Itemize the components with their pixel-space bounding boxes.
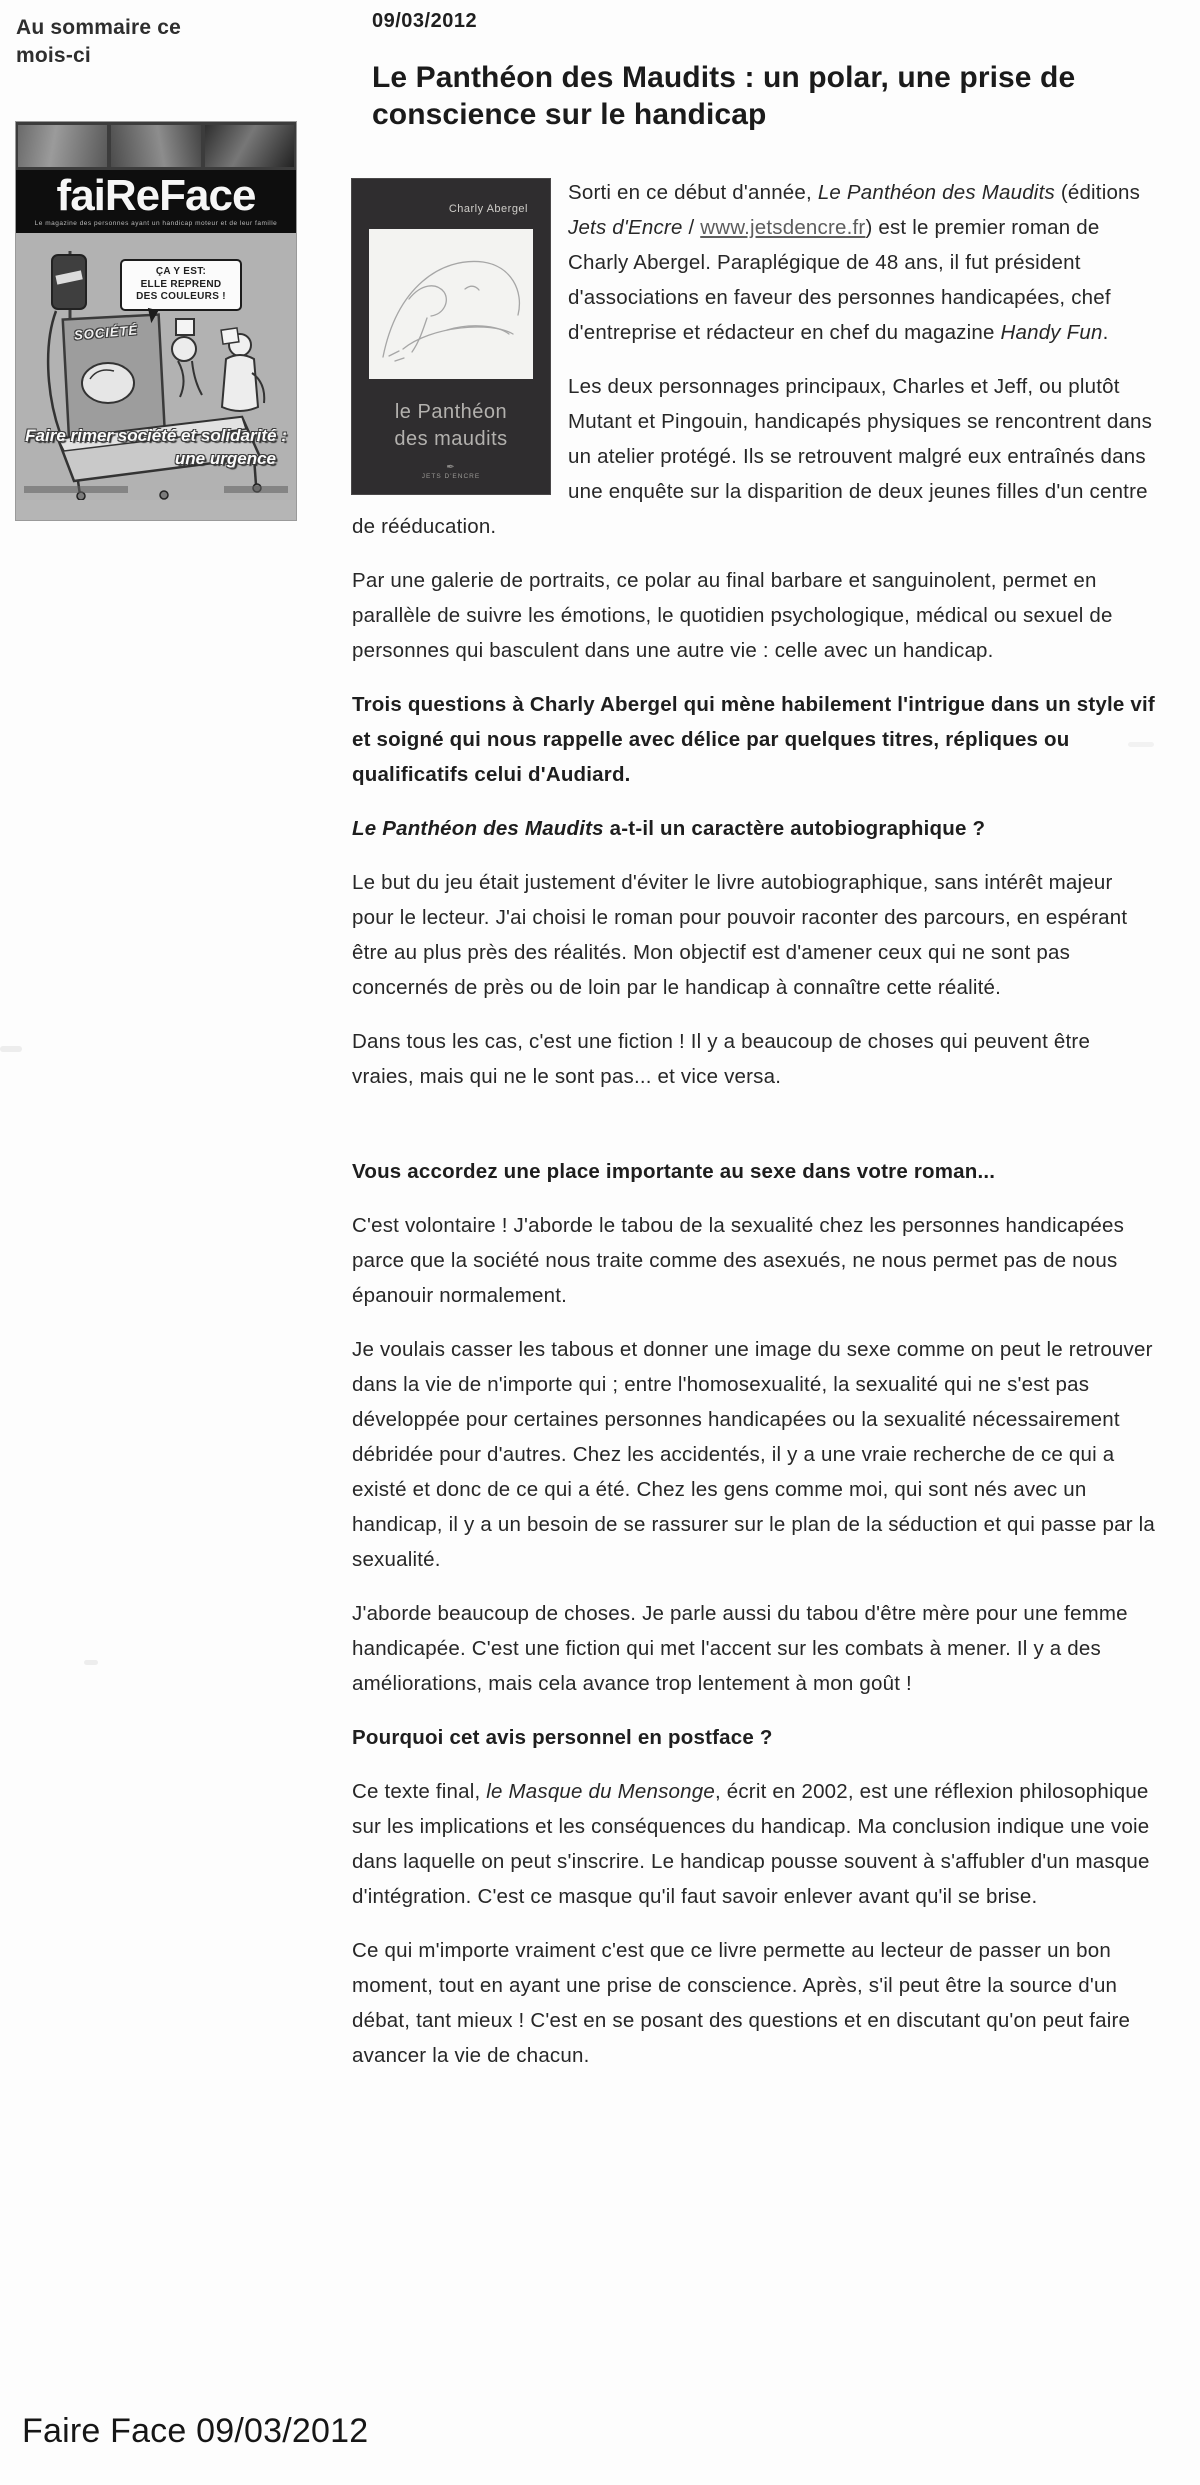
headline-line: une urgence xyxy=(174,449,276,468)
cover-photo-thumb xyxy=(18,125,107,167)
speech-bubble xyxy=(120,259,242,311)
cover-photo-thumb xyxy=(205,125,294,167)
magazine-photo-strip xyxy=(16,122,296,170)
speech-bubble-line: ÇA Y EST: xyxy=(155,266,207,277)
magazine-tagline: Le magazine des personnes ayant un handicap moteur et de leur famille xyxy=(34,220,278,227)
article-date: 09/03/2012 xyxy=(372,10,478,32)
book-cover-sketch xyxy=(369,229,533,379)
footer-credit: Faire Face 09/03/2012 xyxy=(22,2412,369,2450)
sidebar-heading: Au sommaire ce mois-ci xyxy=(16,16,182,67)
speech-bubble-line: ELLE REPREND xyxy=(140,278,222,290)
paragraph-texte-final: Ce texte final, le Masque du Mensonge, écrit en 2002, est une réflexion philosophique sur les implications et les conséquences du handicap. Ma conclusion indique une voie dans laquelle on peut s'inscrire. Le handicap pousse souvent à s'affubler d'un masque d'intégration. C'est ce masque qu'il faut savoir enlever avant qu'il se brise. xyxy=(352,1780,1150,1908)
paragraph-importe: Ce qui m'importe vraiment c'est que ce livre permette au lecteur de passer un bon moment, tout en ayant une prise de conscience. Après, s'il peut être la source d'un débat, tant mieux ! C'est en se posant des questions et en discutant qu'on peut faire avancer la vie de chacun. xyxy=(352,1939,1131,2067)
book-cover-image xyxy=(352,179,550,494)
cover-photo-thumb xyxy=(111,125,200,167)
paragraph-volontaire: C'est volontaire ! J'aborde le tabou de la sexualité chez les personnes handicapées parce que la société nous traite comme des asexués, ne nous permet pas de nous épanouir normalement. xyxy=(352,1214,1125,1307)
paragraph-aborde: J'aborde beaucoup de choses. Je parle aussi du tabou d'être mère pour une femme handicapée. C'est une fiction qui met l'accent sur les combats à mener. Il y a des améliorations, mais cela avance trop lentement à mon goût ! xyxy=(352,1602,1128,1695)
question-postface: Pourquoi cet avis personnel en postface ? xyxy=(352,1726,773,1749)
book-author: Charly Abergel xyxy=(448,203,528,215)
question-autobiographique: Le Panthéon des Maudits a-t-il un caractère autobiographique ? xyxy=(352,817,986,840)
article-body xyxy=(352,175,1157,2073)
magazine-cover-image xyxy=(16,122,296,520)
article-title: Le Panthéon des Maudits : un polar, une prise de conscience sur le handicap xyxy=(372,61,1076,131)
paragraph-fiction: Dans tous les cas, c'est une fiction ! Il y a beaucoup de choses qui peuvent être vraies, mais qui ne le sont pas... et vice versa. xyxy=(352,1030,1091,1088)
sidebar xyxy=(16,14,316,468)
paragraph-personnages: Les deux personnages principaux, Charles et Jeff, ou plutôt Mutant et Pingouin, handicapés physiques se rencontrent dans un atelier protégé. Ils se retrouvent malgré eux entraînés dans une enquête sur la disparition de deux jeunes filles d'un centre de rééducation. xyxy=(352,375,1153,538)
article-column xyxy=(352,10,1157,2092)
book-title: le Panthéon des maudits xyxy=(394,401,508,450)
faireface-logo: faiReFace xyxy=(56,171,256,220)
paragraph-intro: Sorti en ce début d'année, Le Panthéon des Maudits (éditions Jets d'Encre / www.jetsdencre.fr) est le premier roman de Charly Abergel. Paraplégique de 48 ans, il fut président d'associations en faveur des personnes handicapées, chef d'entreprise et rédacteur en chef du magazine Handy Fun. xyxy=(568,181,1141,344)
paragraph-trois-questions: Trois questions à Charly Abergel qui mène habilement l'intrigue dans un style vif et soigné qui nous rappelle avec délice par quelques titres, répliques ou qualificatifs celui d'Audiard. xyxy=(352,693,1155,786)
magazine-cover-headline xyxy=(22,424,290,470)
question-sexe: Vous accordez une place importante au sexe dans votre roman... xyxy=(352,1160,996,1183)
paragraph-galerie: Par une galerie de portraits, ce polar au final barbare et sanguinolent, permet en parallèle de suivre les émotions, le quotidien psychologique, médical ou sexuel de personnes qui basculent dans une autre vie : celle avec un handicap. xyxy=(352,569,1113,662)
scan-artifact xyxy=(84,1660,98,1665)
societe-sign: SOCIÉTÉ xyxy=(73,322,139,343)
publisher-logo: ✒ JETS D'ENCRE xyxy=(352,463,550,480)
speech-bubble-line: DES COULEURS ! xyxy=(136,291,226,302)
jetsdencre-link[interactable]: www.jetsdencre.fr xyxy=(700,216,866,239)
headline-line: Faire rimer société et solidarité : xyxy=(25,426,287,445)
paragraph-but-du-jeu: Le but du jeu était justement d'éviter le livre autobiographique, sans intérêt majeur pour le lecteur. J'ai choisi le roman pour pouvoir raconter des parcours, en espérant être au plus près des réalités. Mon objectif est d'amener ceux qui ne sont pas concernés de près ou de loin par le handicap à connaître cette réalité. xyxy=(352,871,1128,999)
magazine-logo-band xyxy=(16,170,296,233)
magazine-cartoon xyxy=(16,233,296,500)
paragraph-tabous: Je voulais casser les tabous et donner une image du sexe comme on peut le retrouver dans la vie de n'importe qui ; entre l'homosexualité, la sexualité qui ne s'est pas développée pour certaines personnes handicapées ou la sexualité nécessairement débridée pour d'autres. Chez les accidentés, il y a une vraie recherche de ce qui a existé et donc de ce qui a été. Chez les gens comme moi, qui sont nés avec un handicap, il y a un besoin de se rassurer sur le plan de la séduction et qui passe par la sexualité. xyxy=(352,1338,1155,1571)
scan-artifact xyxy=(0,1046,22,1052)
scan-artifact xyxy=(1128,742,1154,747)
